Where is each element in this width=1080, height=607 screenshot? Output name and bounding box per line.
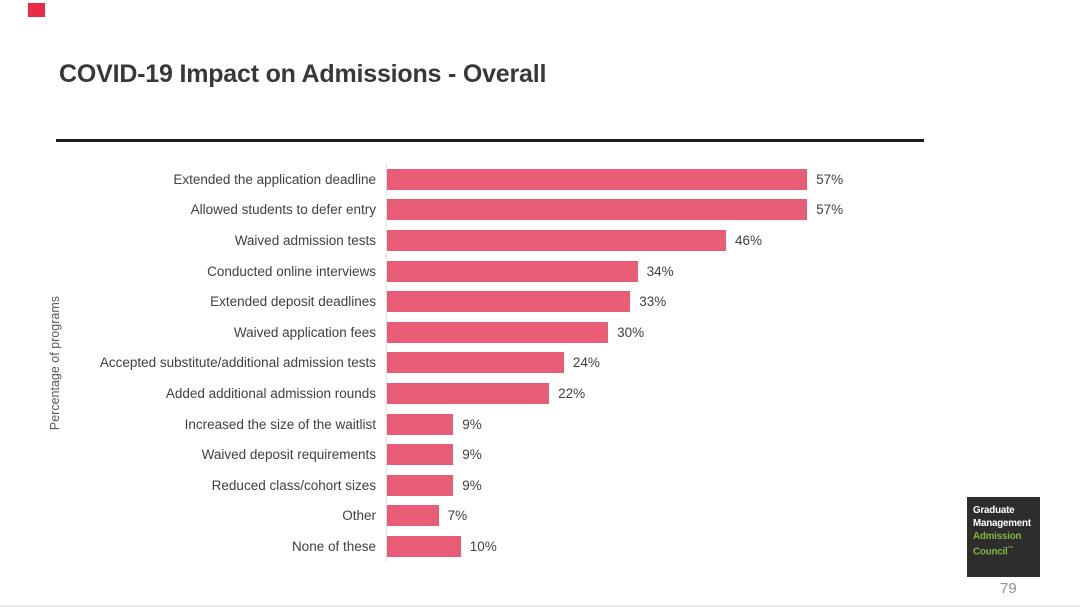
bar-row	[56, 164, 956, 195]
value-label: 24%	[572, 355, 600, 371]
value-label: 46%	[735, 232, 763, 248]
value-label: 9%	[462, 477, 482, 493]
gmac-logo	[967, 497, 1040, 577]
value-label: 9%	[462, 416, 482, 432]
category-label: Waived application fees	[233, 324, 376, 340]
category-label: Extended deposit deadlines	[210, 294, 376, 310]
bar-row	[56, 409, 956, 440]
bar-row	[56, 348, 956, 379]
bar	[387, 199, 807, 220]
bar-chart	[56, 164, 956, 562]
category-label: Extended the application deadline	[173, 171, 376, 187]
bar-area	[386, 348, 956, 379]
bar-area	[386, 470, 956, 501]
bar	[387, 230, 726, 251]
value-label: 33%	[639, 294, 667, 310]
logo-line-council: Council™	[973, 546, 1014, 558]
bar	[387, 505, 439, 526]
value-label: 7%	[447, 508, 468, 524]
bar-row	[56, 225, 956, 256]
value-axis-label: Percentage of programs	[48, 295, 62, 431]
value-label: 57%	[816, 171, 844, 187]
bar-area	[386, 195, 956, 226]
trademark-symbol: ™	[1007, 546, 1014, 552]
category-label: Waived admission tests	[234, 232, 376, 248]
bar-area	[386, 286, 956, 317]
bar-row	[56, 470, 956, 501]
bar-row	[56, 317, 956, 348]
category-label: Other	[342, 508, 376, 524]
value-label: 9%	[462, 447, 482, 463]
bar	[387, 322, 608, 343]
value-label: 10%	[469, 538, 497, 554]
value-label: 57%	[816, 202, 844, 218]
bar	[387, 169, 807, 190]
bar-row	[56, 195, 956, 226]
bar-row	[56, 256, 956, 287]
bar	[387, 414, 453, 435]
logo-line-graduate: Graduate	[973, 505, 1015, 516]
bar	[387, 383, 549, 404]
logo-line-management: Management	[973, 518, 1031, 529]
bar	[387, 475, 453, 496]
category-label: Accepted substitute/additional admission tests	[99, 355, 376, 371]
bar-area	[386, 164, 956, 195]
value-label: 34%	[646, 263, 674, 279]
page-number: 79	[1000, 580, 1017, 597]
title-divider	[56, 139, 924, 142]
value-label: 30%	[617, 324, 645, 340]
slide-accent-square	[28, 3, 45, 17]
bar	[387, 261, 638, 282]
bar	[387, 352, 564, 373]
bar-row	[56, 439, 956, 470]
bar-area	[386, 439, 956, 470]
bar-row	[56, 531, 956, 562]
bar	[387, 444, 453, 465]
page-title: COVID-19 Impact on Admissions - Overall	[59, 60, 547, 88]
bar-row	[56, 378, 956, 409]
bar	[387, 536, 461, 557]
bar-row	[56, 501, 956, 532]
category-label: Conducted online interviews	[207, 263, 376, 279]
category-label: Added additional admission rounds	[165, 385, 376, 401]
bar-area	[386, 256, 956, 287]
logo-line-admission: Admission	[973, 531, 1022, 542]
bar-area	[386, 378, 956, 409]
value-label: 22%	[558, 385, 586, 401]
bar-area	[386, 531, 956, 562]
category-label: Increased the size of the waitlist	[184, 416, 376, 432]
bar	[387, 291, 630, 312]
category-label: Waived deposit requirements	[201, 447, 376, 463]
bar-area	[386, 225, 956, 256]
category-label: Allowed students to defer entry	[190, 202, 376, 218]
bar-area	[386, 501, 956, 532]
category-label: Reduced class/cohort sizes	[211, 477, 376, 493]
bar-area	[386, 317, 956, 348]
bar-area	[386, 409, 956, 440]
category-label: None of these	[291, 538, 376, 554]
bar-row	[56, 286, 956, 317]
